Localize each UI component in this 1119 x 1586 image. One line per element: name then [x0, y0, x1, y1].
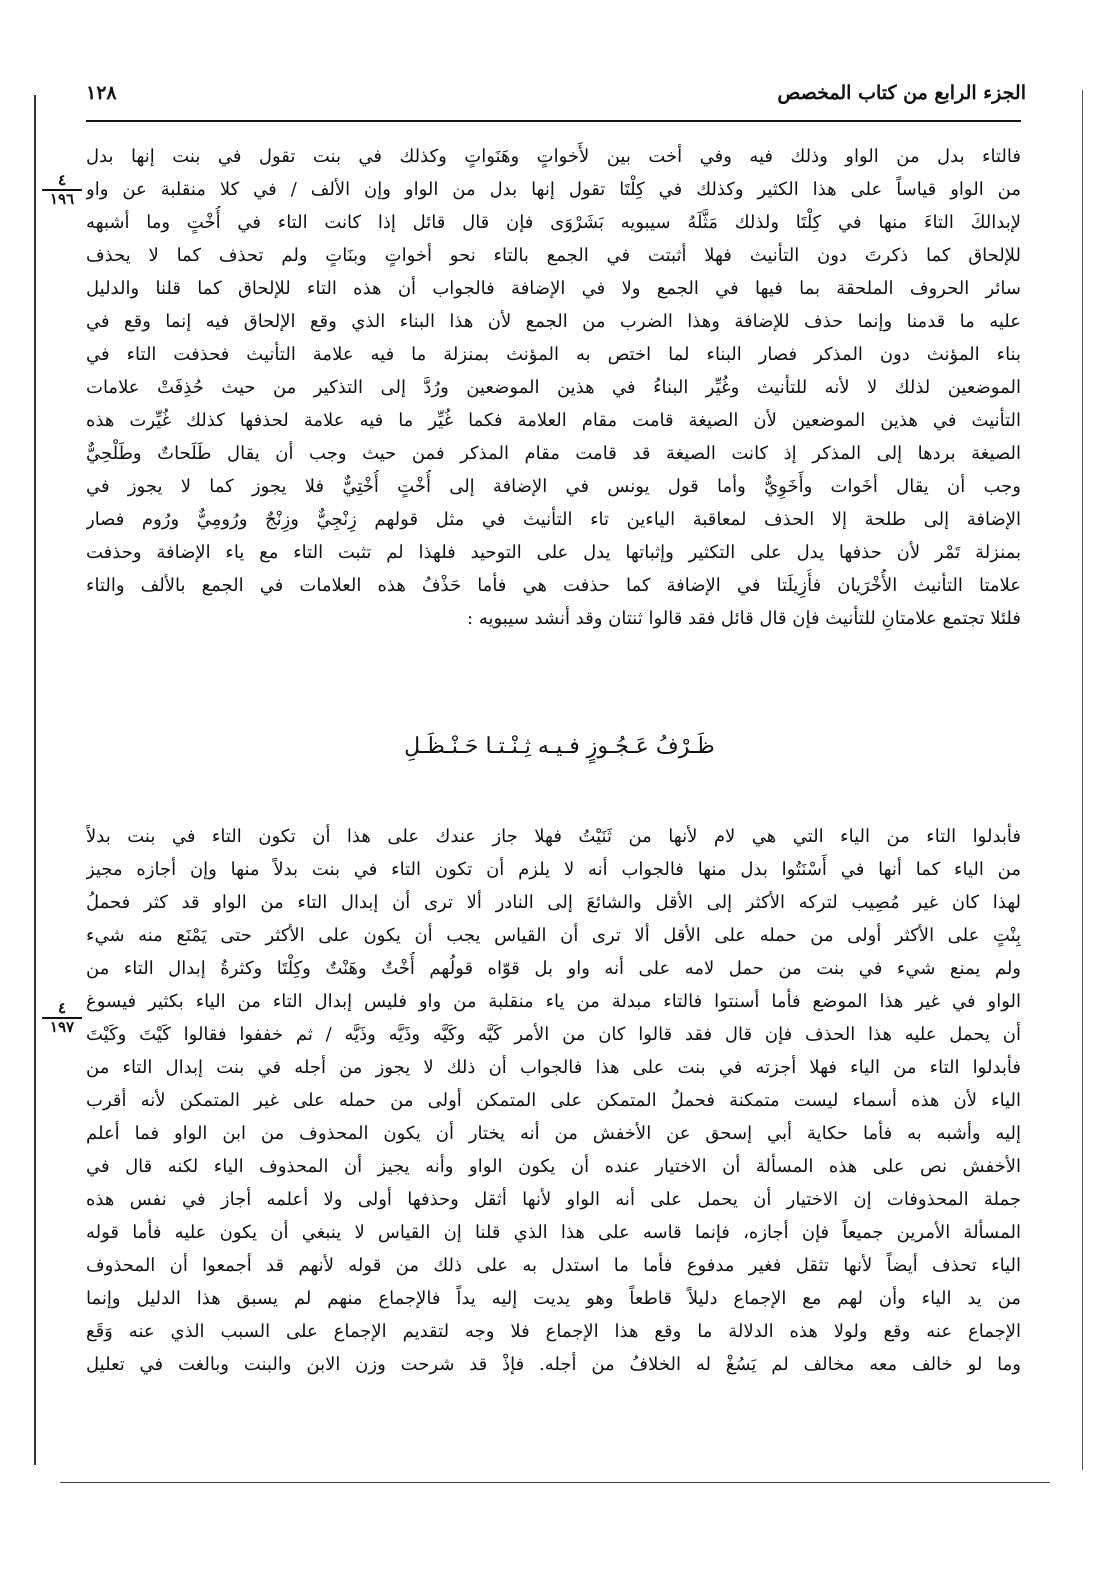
- text-line: إليه وأشبه به فأما حكاية أبي إسحق عن الأخفش من أنه يختار أن يكون المحذوف من ابن الواو فما أعلم: [86, 1123, 1021, 1144]
- page-number: ١٢٨: [86, 82, 117, 104]
- text-line: الواو في غير هذا الموضع فأما أسنتوا فالتاء مبدلة من ياء منقلبة من واو فليس إبدال التاء من الياء بكثير فيسوغ: [86, 991, 1021, 1012]
- text-line: بِنْتٍ على الأكثر أولى من حمله على الأقل ألا ترى أن القياس يجب أن يكون على الأكثر حتى يَمْنَع منه شيء: [86, 925, 1021, 946]
- text-line: لهذا كان غير مُصِيب لتركه الأكثر إلى الأقل والشائعَ إلى النادر ألا ترى أن إبدال التاء من الواو قد كثر فحملُ: [86, 892, 1021, 913]
- text-line: علامتا التأنيث الأُخْرَيان فأُزِيلَتا في الإضافة كما حذفت هي فأما حَذْفُ هذه العلامات في الجمع بالألف والتاء: [86, 575, 1021, 596]
- text-line: من الياء كما أنها في أَسْنَتُوا بدل منها فالجواب أنه لا يلزم أن تكون التاء في بنت بدلاً منها وإن أجازه مجيز: [86, 859, 1021, 880]
- text-line: التأنيث في هذين الموضعين لأن الصيغة قامت مقام العلامة فكما غُيِّر ما فيه علامة لحذفها كذلك غُيِّرت هذه: [86, 410, 1021, 431]
- paragraph-2: [86, 820, 1021, 1381]
- text-line: ولم يمنع شيء في بنت من حمل لامه على أنه واو بل قوّاه قولُهم أُخْتٌ وهَنْتٌ وكِلْتَا وكثرةُ إبدال التاء من: [86, 958, 1021, 979]
- page-border-left: [34, 95, 36, 1465]
- text-line: الياء لأن هذه أسماء ليست متمكنة فحملُ المتمكن على المتمكن أولى من حمله على غير المتمكن لأنه أقرب: [86, 1090, 1021, 1111]
- running-header: [86, 76, 1026, 116]
- text-line: من يد الياء وأن لهم مع الإجماع دليلاً قاطعاً وهو يديت إليه يداً فالإجماع منهم لم يسبق هذا الدليل وإنما: [86, 1288, 1021, 1309]
- text-line: عليه ما قدمنا وإنما حذف للإضافة وهذا الضرب من الجمع لأن هذا البناء الذي وقع الإلحاق فيه إنما وقع في: [86, 311, 1021, 332]
- text-line: لإبدالكَ التاءَ منها في كِلْتَا ولذلك مَثَّلَهُ سيبويه بَشَرْوَى فإن قال قائل إذا كانت التاء في أُخْتٍ وما أشبهه: [86, 212, 1021, 233]
- text-line: فأبدلوا التاء من الياء التي هي لام لأنها من ثَنَيْتُ فهلا جاز عندك على هذا أن تكون التاء في بنت بدلاً: [86, 826, 1021, 847]
- text-line: بمنزلة تَمْر لأن حذفها يدل على التكثير وإثباتها يدل على التوحيد فلهذا لم تثبت التاء مع ياء الإضافة وحذفت: [86, 542, 1021, 563]
- text-line: فلئلا تجتمع علامتانِ للتأنيث فإن قال قائل فقد قالوا ثنتان وقد أنشد سيبويه :: [467, 608, 1021, 629]
- text-line: وجب أن يقال أخَوات وأَخَوِيٌّ وأما قول يونس في الإضافة إلى أُخْتٍ أُخْتِيٌّ فلا يجوز كما لا يجوز في: [86, 476, 1021, 497]
- text-line: الإجماع عنه وقع ولولا هذه الدلالة ما وقع هذا الإجماع فلا وجه لتقديم الإجماع على السبب الذي عنه وَقَع: [86, 1321, 1021, 1342]
- text-line: فأبدلوا التاء من الياء فهلا أجزته في بنت على هذا فالجواب أن ذلك لا يجوز من أجله في بنت إبدال التاء من: [86, 1057, 1021, 1078]
- text-line: الإضافة إلى طلحة إلا الحذف لمعاقبة الياءين تاء التأنيث في مثل قولهم زِنْجِيٌّ وزِنْجٌ ورُومِيٌّ ورُوم فصار: [86, 509, 1021, 530]
- margin-ref-volume: ٤: [57, 999, 67, 1017]
- text-line: بناء المؤنث دون المذكر فصار البناء لما اختص به المؤنث بمنزلة ما فيه علامة التأنيث فحذفت التاء في: [86, 344, 1021, 365]
- text-line: فالتاء بدل من الواو وذلك فيه وفي أخت بين لأَخواتٍ وهَنَواتٍ وكذلك في بنت تقول في بنت إنها بدل: [86, 146, 1021, 167]
- page-border-right: [1082, 90, 1083, 1470]
- text-line: جملة المحذوفات إن الاختيار أن يحمل على أنه الواو لأنها أثقل وحذفها أولى ولا أعلمه أجاز في نفس هذه: [86, 1189, 1021, 1210]
- margin-reference: [42, 1000, 82, 1036]
- margin-ref-page: ١٩٦: [42, 189, 82, 208]
- text-line: أن يحمل عليه هذا الحذف فإن قال فقد قالوا كان من الأمر كَيَّه وكَيَّه وذَيَّه وذَيَّه / ثم خففوا فقالوا كَيْتَ وكَيْتَ: [86, 1024, 1021, 1045]
- text-line: من الواو قياساً على هذا الكثير وكذلك في كِلْتَا تقول إنها بدل من الواو وإن الألف / في كلا منقلبة عن واو: [86, 179, 1021, 200]
- header-title: الجزء الرابع من كتاب المخصص: [777, 82, 1026, 104]
- margin-reference: [42, 172, 82, 208]
- text-line: سائر الحروف الملحقة بما فيها في الجمع ولا في الإضافة فالجواب أن هذه التاء للإلحاق كما قلنا والدليل: [86, 278, 1021, 299]
- text-line: الموضعين لذلك لا لأنه للتأنيث وغُيِّر البناءُ في هذين الموضعين ورُدَّ إلى التذكير من حيث حُذِفَتْ علامات: [86, 377, 1021, 398]
- text-line: الياء تحذف أيضاً لأنها تثقل فغير مدفوع فأما ما استدل به على ذلك من قوله لأنهم قد أجمعوا أن المحذوف: [86, 1255, 1021, 1276]
- text-line: وما لو خالف معه مخالف لم يَسُغْ له الخلافُ من أجله. فإذْ قد شرحت وزن الابن والبنت وبالغت في تعليل: [86, 1354, 1021, 1375]
- margin-ref-volume: ٤: [57, 171, 67, 189]
- header-rule: [86, 120, 1021, 122]
- page-border-bottom: [60, 1482, 1050, 1483]
- text-line: الأخفش نص على هذه المسألة أن الاختيار عنده أن يكون الواو وأنه يجيز أن المحذوف الياء لكنه قال في: [86, 1156, 1021, 1177]
- text-line: للإلحاق كما ذكرتَ دون التأنيث فهلا أثبتت في الجمع بالتاء نحو أخواتٍ وبنَاتٍ ولم تحذف كما لا يحذف: [86, 245, 1021, 266]
- text-line: الصيغة بردها إلى المذكر إذ كانت الصيغة قد قامت مقام المذكر فمن حيث وجب أن يقال طَلَحاتٌ وطَلْحِيٌّ: [86, 443, 1021, 464]
- text-line: المسألة الأمرين جميعاً فإن أجازه، فإنما قاسه على هذا الذي قلنا إن القياس لا ينبغي أن يكون عليه فأما قوله: [86, 1222, 1021, 1243]
- paragraph-1: [86, 140, 1021, 635]
- verse-line: ظَـرْفُ عَـجُـوزٍ فـيـه ثِـنْـتـا حَـنْـظَـلِ: [404, 734, 715, 759]
- margin-ref-page: ١٩٧: [42, 1017, 82, 1036]
